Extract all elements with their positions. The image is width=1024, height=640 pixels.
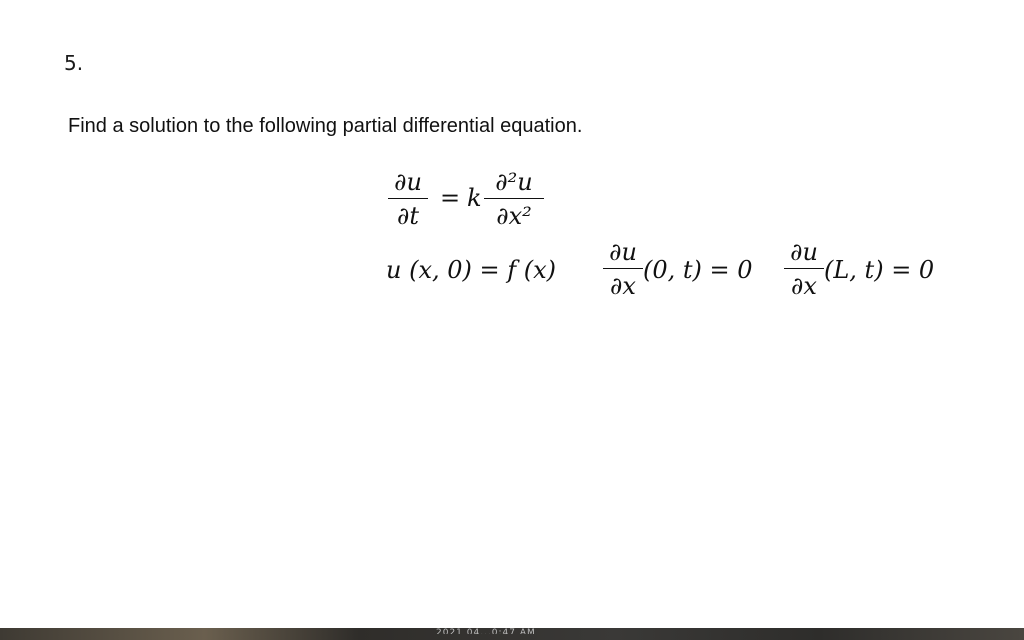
bc-left-tail: (0, t) = 0 — [643, 256, 753, 284]
fraction-bar — [603, 268, 643, 269]
bc-left-denominator: ∂x — [610, 272, 636, 301]
bc-left-numerator: ∂u — [609, 238, 637, 266]
fraction-bar — [388, 198, 428, 199]
bc-right-denominator: ∂x — [791, 272, 817, 301]
pde-equals-sign: = — [440, 184, 461, 212]
pde-rhs-fraction — [484, 168, 544, 230]
pde-lhs-fraction — [388, 168, 428, 230]
fraction-bar — [484, 198, 544, 199]
fraction-bar — [784, 268, 824, 269]
pde-lhs-denominator: ∂t — [396, 202, 420, 231]
bc-right-tail: (L, t) = 0 — [824, 256, 935, 284]
timestamp-fragment: 2021 04...0:47 AM — [436, 628, 536, 634]
problem-number: 5. — [64, 51, 84, 75]
pde-rhs-numerator: ∂²u — [495, 168, 533, 196]
bc-right-fraction — [784, 238, 824, 300]
pde-coefficient: k — [467, 184, 482, 212]
bc-left-fraction — [603, 238, 643, 300]
initial-condition: u (x, 0) = f (x) — [386, 256, 557, 284]
problem-prompt: Find a solution to the following partial differential equation. — [68, 115, 583, 137]
pde-lhs-numerator: ∂u — [394, 168, 422, 196]
pde-rhs-denominator: ∂x² — [496, 202, 532, 231]
bc-right-numerator: ∂u — [790, 238, 818, 266]
